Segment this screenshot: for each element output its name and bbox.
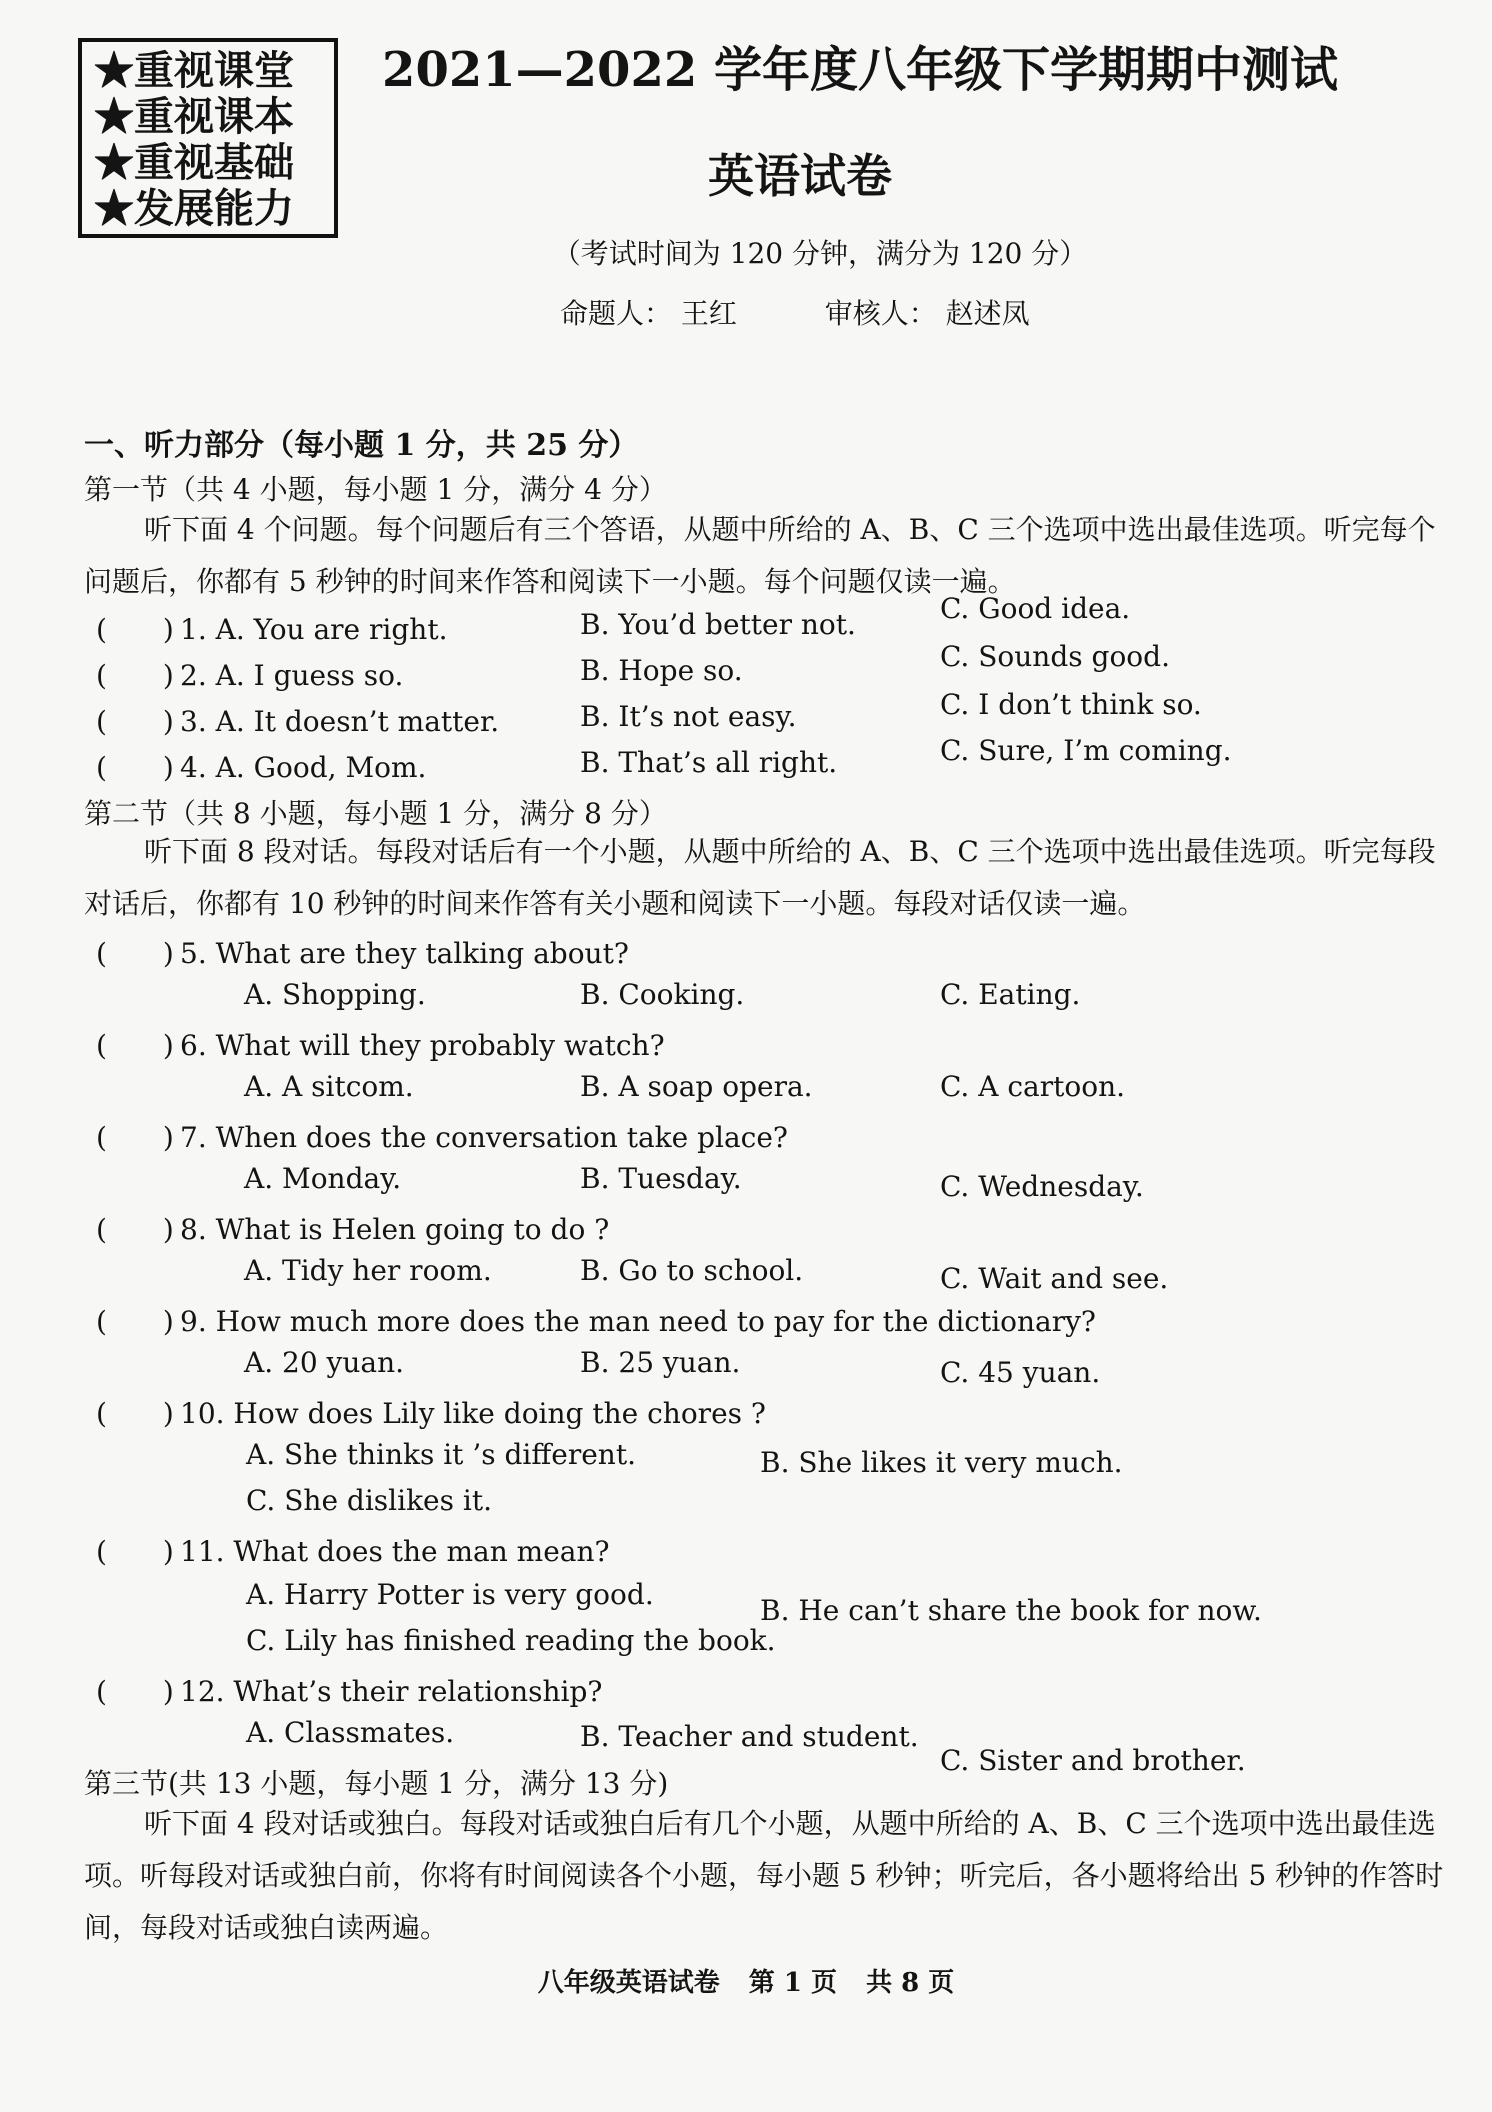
section-heading: 第一节（共 4 小题，每小题 1 分，满分 4 分） xyxy=(84,473,667,506)
section-heading: 第三节(共 13 小题，每小题 1 分，满分 13 分) xyxy=(84,1767,669,1800)
question-row xyxy=(96,746,426,786)
option-c: C. Sister and brother. xyxy=(940,1744,1246,1777)
option-c: C. Good idea. xyxy=(940,592,1131,625)
page-footer xyxy=(0,1962,1492,1999)
answer-blank[interactable]: ( ) xyxy=(96,751,174,784)
motto-box xyxy=(78,38,338,238)
question-text: 1. A. You are right. xyxy=(180,613,448,646)
question-row xyxy=(96,700,499,740)
question-row xyxy=(96,932,629,972)
option-b: B. It’s not easy. xyxy=(580,700,797,733)
option-b: B. Tuesday. xyxy=(580,1162,742,1195)
option-b: B. Cooking. xyxy=(580,978,745,1011)
question-text: 4. A. Good, Mom. xyxy=(180,751,427,784)
question-text: 12. What’s their relationship? xyxy=(180,1675,603,1708)
option-c: C. Lily has finished reading the book. xyxy=(246,1624,776,1657)
question-text: 9. How much more does the man need to pay for the dictionary? xyxy=(180,1305,1096,1338)
question-row xyxy=(96,1530,610,1570)
section-instructions: 听下面 4 个问题。每个问题后有三个答语，从题中所给的 A、B、C 三个选项中选出最佳选项。听完每个问题后，你都有 5 秒钟的时间来作答和阅读下一小题。每个问题仅读一遍。 xyxy=(84,513,1436,598)
option-b: B. You’d better not. xyxy=(580,608,856,641)
option-c: C. A cartoon. xyxy=(940,1070,1126,1103)
section-instructions: 听下面 8 段对话。每段对话后有一个小题，从题中所给的 A、B、C 三个选项中选出最佳选项。听完每段对话后，你都有 10 秒钟的时间来作答有关小题和阅读下一小题。每段对话仅读一遍。 xyxy=(84,835,1436,920)
option-c: C. 45 yuan. xyxy=(940,1356,1101,1389)
question-row xyxy=(96,1670,602,1710)
question-row xyxy=(96,1208,609,1248)
answer-blank[interactable]: ( ) xyxy=(96,1029,174,1062)
exam-authors xyxy=(560,292,1120,332)
author-label: 命题人： xyxy=(560,297,673,330)
option-c: C. Sounds good. xyxy=(940,640,1170,673)
option-b: B. Teacher and student. xyxy=(580,1720,919,1753)
option-b: B. Hope so. xyxy=(580,654,743,687)
question-row xyxy=(96,1300,1096,1340)
option-a: A. Monday. xyxy=(244,1162,402,1195)
question-text: 5. What are they talking about? xyxy=(180,937,629,970)
option-c: C. Wednesday. xyxy=(940,1170,1144,1203)
option-b: B. She likes it very much. xyxy=(760,1446,1123,1479)
motto-line: ★重视课堂 xyxy=(94,47,294,94)
question-text: 3. A. It doesn’t matter. xyxy=(180,705,500,738)
option-c: C. She dislikes it. xyxy=(246,1484,492,1517)
reviewer-name: 赵述凤 xyxy=(945,297,1030,330)
answer-blank[interactable]: ( ) xyxy=(96,1397,174,1430)
footer-label: 八年级英语试卷 xyxy=(537,1968,720,1998)
answer-blank[interactable]: ( ) xyxy=(96,1213,174,1246)
question-text: 6. What will they probably watch? xyxy=(180,1029,665,1062)
question-row xyxy=(96,608,447,648)
footer-page: 第 1 页 xyxy=(748,1968,837,1998)
answer-blank[interactable]: ( ) xyxy=(96,1121,174,1154)
footer-total: 共 8 页 xyxy=(866,1968,955,1998)
question-text: 7. When does the conversation take place? xyxy=(180,1121,788,1154)
option-c: C. Wait and see. xyxy=(940,1262,1169,1295)
option-a: A. Tidy her room. xyxy=(244,1254,492,1287)
question-row xyxy=(96,1116,788,1156)
option-a: A. Classmates. xyxy=(246,1716,455,1749)
question-text: 10. How does Lily like doing the chores ? xyxy=(180,1397,766,1430)
option-b: B. He can’t share the book for now. xyxy=(760,1594,1262,1627)
motto-line: ★重视基础 xyxy=(94,139,294,186)
motto-line: ★重视课本 xyxy=(94,93,294,140)
option-c: C. Sure, I’m coming. xyxy=(940,734,1232,767)
option-c: C. I don’t think so. xyxy=(940,688,1202,721)
option-a: A. She thinks it ’s different. xyxy=(246,1438,636,1471)
question-row xyxy=(96,1392,766,1432)
question-text: 8. What is Helen going to do ? xyxy=(180,1213,610,1246)
question-row xyxy=(96,1024,665,1064)
answer-blank[interactable]: ( ) xyxy=(96,1305,174,1338)
answer-blank[interactable]: ( ) xyxy=(96,937,174,970)
option-a: A. A sitcom. xyxy=(244,1070,414,1103)
exam-subtitle: 英语试卷 xyxy=(708,149,892,203)
section-heading: 第二节（共 8 小题，每小题 1 分，满分 8 分） xyxy=(84,797,667,830)
option-a: A. 20 yuan. xyxy=(244,1346,405,1379)
author-name: 王红 xyxy=(680,297,737,330)
exam-title: 2021—2022 学年度八年级下学期期中测试 xyxy=(382,42,1338,98)
answer-blank[interactable]: ( ) xyxy=(96,1535,174,1568)
question-text: 2. A. I guess so. xyxy=(180,659,404,692)
answer-blank[interactable]: ( ) xyxy=(96,613,174,646)
option-b: B. Go to school. xyxy=(580,1254,804,1287)
motto-line: ★发展能力 xyxy=(94,185,294,232)
part-heading: 一、听力部分（每小题 1 分，共 25 分） xyxy=(84,428,639,463)
answer-blank[interactable]: ( ) xyxy=(96,1675,174,1708)
section-instructions: 听下面 4 段对话或独白。每段对话或独白后有几个小题，从题中所给的 A、B、C 三个选项中选出最佳选项。听每段对话或独白前，你将有时间阅读各个小题，每小题 5 秒钟；听完后，各小题将给出 5 秒钟的作答时间，每段对话或独白读两遍。 xyxy=(84,1807,1444,1944)
option-b: B. A soap opera. xyxy=(580,1070,813,1103)
option-a: A. Harry Potter is very good. xyxy=(246,1578,654,1611)
option-b: B. That’s all right. xyxy=(580,746,838,779)
question-text: 11. What does the man mean? xyxy=(180,1535,610,1568)
option-b: B. 25 yuan. xyxy=(580,1346,741,1379)
question-row xyxy=(96,654,403,694)
reviewer-label: 审核人： xyxy=(824,297,937,330)
option-a: A. Shopping. xyxy=(244,978,426,1011)
answer-blank[interactable]: ( ) xyxy=(96,659,174,692)
answer-blank[interactable]: ( ) xyxy=(96,705,174,738)
option-c: C. Eating. xyxy=(940,978,1081,1011)
exam-time-note: （考试时间为 120 分钟，满分为 120 分） xyxy=(552,237,1088,270)
